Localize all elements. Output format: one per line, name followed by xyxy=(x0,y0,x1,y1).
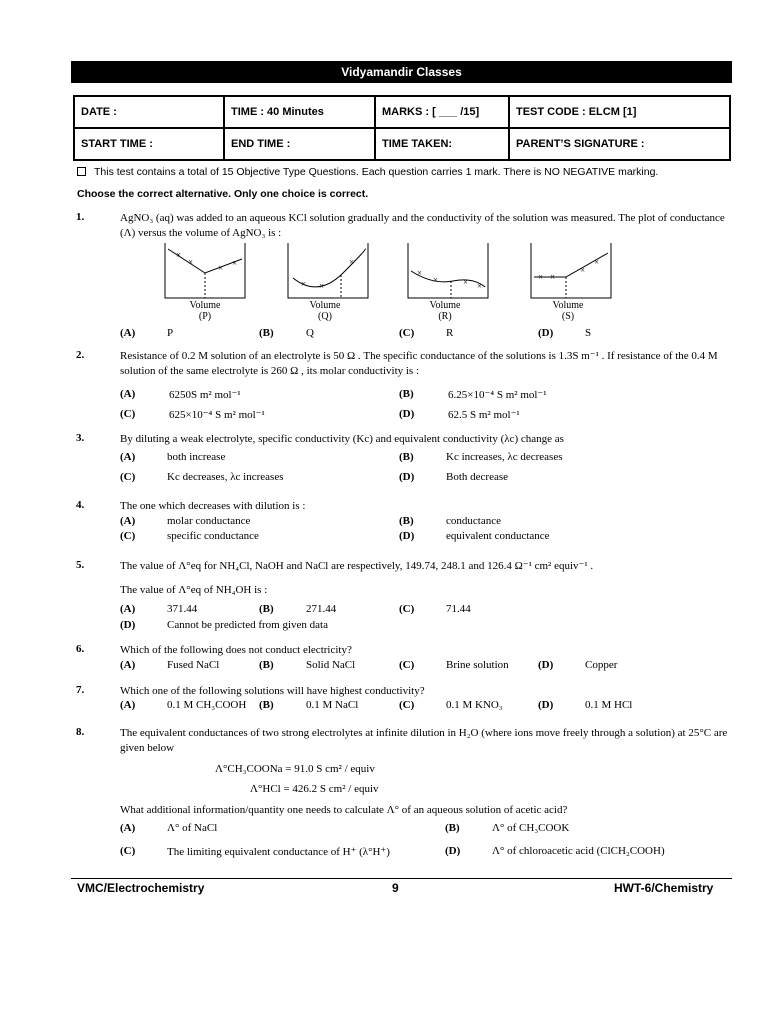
footer-left: VMC/Electrochemistry xyxy=(77,881,205,895)
question-text: The one which decreases with dilution is : xyxy=(120,500,306,512)
marks-cell: MARKS : [ ___ /15] xyxy=(375,96,509,128)
option-text: Fused NaCl xyxy=(167,659,220,671)
svg-text:×: × xyxy=(176,250,182,260)
page-number: 9 xyxy=(392,881,399,895)
info-table xyxy=(73,95,731,161)
option-a[interactable] xyxy=(120,327,174,339)
option-b[interactable] xyxy=(259,603,337,615)
plot-r-xlabel: Volume xyxy=(429,300,461,311)
option-text: 0.1 M HCl xyxy=(585,699,633,711)
plot-s-xlabel: Volume xyxy=(552,300,584,311)
question-text: Which of the following does not conduct electricity? xyxy=(120,644,352,656)
option-text: 271.44 xyxy=(306,603,337,615)
option-label: (C) xyxy=(120,530,136,542)
option-d[interactable] xyxy=(120,619,328,631)
option-text: molar conductance xyxy=(167,515,251,527)
option-label: (B) xyxy=(399,515,414,527)
option-label: (B) xyxy=(399,451,414,463)
option-text: Q xyxy=(306,327,314,339)
option-label: (D) xyxy=(538,659,554,671)
end-time-cell: END TIME : xyxy=(224,128,375,160)
option-label: (B) xyxy=(259,603,274,615)
question-subtext: What additional information/quantity one needs to calculate Λ° of an aqueous solution of acetic acid? xyxy=(120,804,568,816)
parent-signature-cell: PARENT’S SIGNATURE : xyxy=(509,128,730,160)
option-c[interactable] xyxy=(399,699,503,711)
option-text: conductance xyxy=(446,515,501,527)
test-code-cell: TEST CODE : ELCM [1] xyxy=(509,96,730,128)
option-label: (A) xyxy=(120,451,136,463)
option-d[interactable] xyxy=(538,327,592,339)
option-text: Kc decreases, λc increases xyxy=(167,471,284,483)
plot-q xyxy=(283,243,373,303)
svg-text:×: × xyxy=(580,265,586,275)
svg-text:×: × xyxy=(550,272,556,282)
option-text: Copper xyxy=(585,659,618,671)
question-number: 4. xyxy=(76,499,85,511)
option-a[interactable] xyxy=(120,822,218,834)
question-text: By diluting a weak electrolyte, specific conductivity (Kc) and equivalent conductivity (λc) change as xyxy=(120,433,564,445)
option-a[interactable] xyxy=(120,388,241,401)
option-b[interactable] xyxy=(399,388,547,401)
option-a[interactable] xyxy=(120,515,251,527)
question-number: 7. xyxy=(76,684,85,696)
svg-text:×: × xyxy=(477,281,483,291)
svg-text:×: × xyxy=(218,263,224,273)
option-b[interactable] xyxy=(259,327,314,339)
time-cell: TIME : 40 Minutes xyxy=(224,96,375,128)
instruction-note xyxy=(77,166,658,178)
option-label: (A) xyxy=(120,515,136,527)
option-text: 62.5 S m² mol⁻¹ xyxy=(448,409,520,421)
date-cell: DATE : xyxy=(74,96,224,128)
option-label: (D) xyxy=(399,408,415,420)
svg-text:×: × xyxy=(301,279,307,289)
option-text: Λ° of NaCl xyxy=(167,822,218,834)
option-label: (C) xyxy=(399,603,415,615)
option-label: (A) xyxy=(120,659,136,671)
option-label: (C) xyxy=(399,327,415,339)
question-number: 3. xyxy=(76,432,85,444)
option-text: 6250S m² mol⁻¹ xyxy=(169,389,241,401)
option-text: Brine solution xyxy=(446,659,509,671)
option-text: Λ° of CH₃COOK xyxy=(492,822,570,834)
option-label: (C) xyxy=(120,845,136,857)
plot-s xyxy=(526,243,616,303)
plot-q-xlabel: Volume xyxy=(309,300,341,311)
start-time-cell: START TIME : xyxy=(74,128,224,160)
question-subtext: The value of Λ°eq of NH₄OH is : xyxy=(120,584,268,596)
plot-p-tag: (P) xyxy=(198,311,212,322)
option-c[interactable] xyxy=(399,327,454,339)
svg-text:×: × xyxy=(463,277,469,287)
option-text: S xyxy=(585,327,592,339)
option-label: (B) xyxy=(259,659,274,671)
footer-divider xyxy=(71,878,732,879)
svg-text:×: × xyxy=(232,258,238,268)
svg-text:×: × xyxy=(417,268,423,278)
option-label: (D) xyxy=(399,471,415,483)
option-a[interactable] xyxy=(120,659,220,671)
question-text: Which one of the following solutions will have highest conductivity? xyxy=(120,685,425,697)
instruction-text: This test contains a total of 15 Objective Type Questions. Each question carries 1 mark. There is NO NEGATIVE marking. xyxy=(94,166,659,178)
option-text: Cannot be predicted from given data xyxy=(167,619,328,631)
option-d[interactable] xyxy=(445,845,665,857)
option-text: 625×10⁻⁴ S m² mol⁻¹ xyxy=(169,409,265,421)
question-text: The equivalent conductances of two strong electrolytes at infinite dilution in H₂O (where ions move freely through a solution) at 25°C are given below xyxy=(120,727,728,754)
question-number: 6. xyxy=(76,643,85,655)
svg-text:×: × xyxy=(319,281,325,291)
option-c[interactable] xyxy=(399,603,471,615)
option-text: specific conductance xyxy=(167,530,259,542)
option-label: (C) xyxy=(399,699,415,711)
option-label: (B) xyxy=(399,388,414,400)
option-b[interactable] xyxy=(259,699,359,711)
option-label: (D) xyxy=(445,845,461,857)
footer-right: HWT-6/Chemistry xyxy=(614,881,714,895)
option-label: (D) xyxy=(399,530,415,542)
plot-q-tag: (Q) xyxy=(318,311,332,322)
option-text: Λ° of chloroacetic acid (ClCH₂COOH) xyxy=(492,845,665,857)
page-banner: Vidyamandir Classes xyxy=(71,61,732,83)
option-label: (A) xyxy=(120,822,136,834)
option-label: (D) xyxy=(538,699,554,711)
option-text: 371.44 xyxy=(167,603,198,615)
option-d[interactable] xyxy=(399,408,520,421)
svg-text:×: × xyxy=(538,272,544,282)
svg-text:×: × xyxy=(433,275,439,285)
option-label: (C) xyxy=(120,471,136,483)
option-c[interactable] xyxy=(120,530,259,542)
question-number: 1. xyxy=(76,211,85,223)
option-text: 6.25×10⁻⁴ S m² mol⁻¹ xyxy=(448,389,547,401)
equation-hcl: Λ°HCl = 426.2 S cm² / equiv xyxy=(250,783,379,795)
plot-r xyxy=(403,243,493,303)
option-text: equivalent conductance xyxy=(446,530,550,542)
option-label: (A) xyxy=(120,388,136,400)
option-text: Both decrease xyxy=(446,471,508,483)
option-a[interactable] xyxy=(120,699,247,711)
option-text: both increase xyxy=(167,451,226,463)
choose-instruction: Choose the correct alternative. Only one choice is correct. xyxy=(77,188,369,200)
option-d[interactable] xyxy=(538,659,618,671)
svg-text:×: × xyxy=(594,257,600,267)
option-text: P xyxy=(167,327,174,339)
question-text: Resistance of 0.2 M solution of an electrolyte is 50 Ω . The specific conductance of the solutions is 1.3S m⁻¹ . If resistance of the 0.4 M solution of the same electrolyte is 260 Ω , its molar conductivity is : xyxy=(120,350,718,377)
question-number: 5. xyxy=(76,559,85,571)
question-number: 2. xyxy=(76,349,85,361)
option-text: Solid NaCl xyxy=(306,659,356,671)
option-b[interactable] xyxy=(445,822,570,834)
svg-text:×: × xyxy=(349,257,355,267)
option-label: (B) xyxy=(445,822,460,834)
option-text: 0.1 M KNO₃ xyxy=(446,699,503,711)
option-text: The limiting equivalent conductance of H⁺ (λ°H⁺) xyxy=(167,846,390,858)
option-label: (A) xyxy=(120,327,136,339)
option-label: (C) xyxy=(399,659,415,671)
question-text: The value of Λ°eq for NH₄Cl, NaOH and NaCl are respectively, 149.74, 248.1 and 126.4 Ω⁻¹ cm² equiv⁻¹ . xyxy=(120,560,594,572)
option-label: (A) xyxy=(120,603,136,615)
option-d[interactable] xyxy=(538,699,633,711)
option-b[interactable] xyxy=(399,451,563,463)
plot-p-xlabel: Volume xyxy=(189,300,221,311)
option-c[interactable] xyxy=(120,408,265,421)
time-taken-cell: TIME TAKEN: xyxy=(375,128,509,160)
plot-p xyxy=(160,243,250,303)
option-label: (C) xyxy=(120,408,136,420)
plot-s-tag: (S) xyxy=(561,311,575,322)
question-text: AgNO₃ (aq) was added to an aqueous KCl solution gradually and the conductivity of the solution was measured. The plot of conductance (Λ) versus the volume of AgNO₃ is : xyxy=(120,212,725,239)
option-d[interactable] xyxy=(399,530,550,542)
svg-text:×: × xyxy=(188,257,194,267)
option-text: 71.44 xyxy=(446,603,471,615)
option-b[interactable] xyxy=(399,515,501,527)
option-text: Kc increases, λc decreases xyxy=(446,451,563,463)
option-c[interactable] xyxy=(120,471,284,483)
equation-ch3coona: Λ°CH₃COONa = 91.0 S cm² / equiv xyxy=(215,763,375,775)
checkbox-icon xyxy=(77,167,86,176)
option-b[interactable] xyxy=(259,659,356,671)
option-text: R xyxy=(446,327,454,339)
option-text: 0.1 M NaCl xyxy=(306,699,359,711)
option-label: (B) xyxy=(259,327,274,339)
option-a[interactable] xyxy=(120,451,226,463)
option-label: (D) xyxy=(538,327,554,339)
option-label: (A) xyxy=(120,699,136,711)
option-label: (D) xyxy=(120,619,136,631)
option-text: 0.1 M CH₃COOH xyxy=(167,699,247,711)
plot-r-tag: (R) xyxy=(438,311,452,322)
option-a[interactable] xyxy=(120,603,198,615)
option-label: (B) xyxy=(259,699,274,711)
option-c[interactable] xyxy=(399,659,509,671)
option-c[interactable] xyxy=(120,845,390,858)
option-d[interactable] xyxy=(399,471,508,483)
question-number: 8. xyxy=(76,726,85,738)
